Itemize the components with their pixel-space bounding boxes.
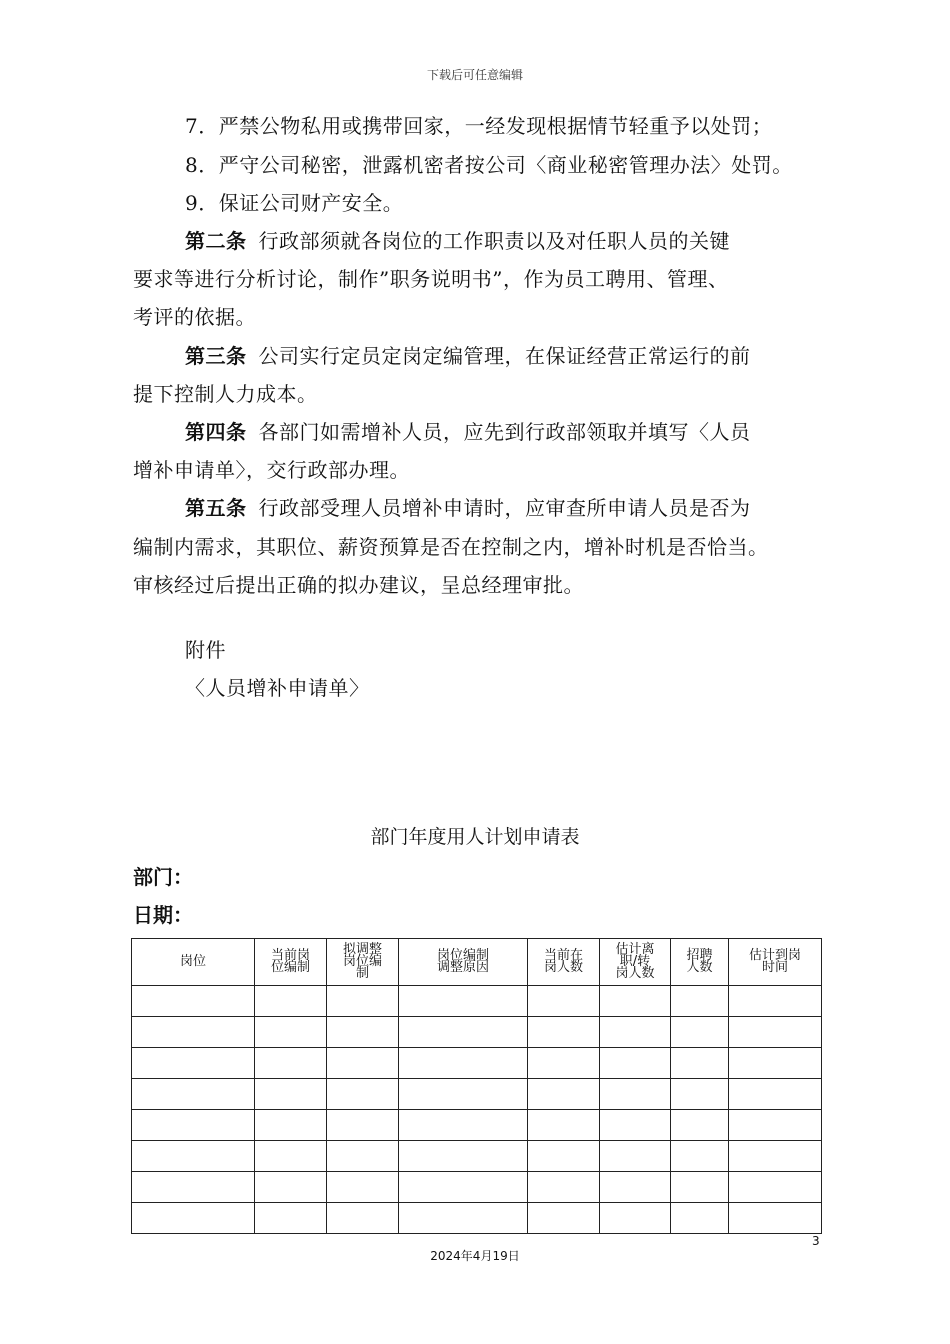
column-header: 招聘 人数 <box>671 939 729 986</box>
article-text: 行政部受理人员增补申请时，应审查所申请人员是否为 <box>258 496 751 520</box>
article-5-title: 第五条 <box>185 496 247 520</box>
table-cell[interactable] <box>327 1017 399 1048</box>
article-2-line: 要求等进行分析讨论，制作”职务说明书”，作为员工聘用、管理、 <box>133 267 729 291</box>
attachment-name: 〈人员增补申请单〉 <box>185 676 370 700</box>
list-item: 9．保证公司财产安全。 <box>185 191 404 215</box>
column-header: 当前在 岗人数 <box>528 939 600 986</box>
table-cell[interactable] <box>132 986 255 1017</box>
table-row <box>132 1017 822 1048</box>
table-row <box>132 1110 822 1141</box>
article-2-line <box>185 229 730 253</box>
table-cell[interactable] <box>671 1017 729 1048</box>
table-cell[interactable] <box>600 1048 671 1079</box>
table-cell[interactable] <box>528 1141 600 1172</box>
table-cell[interactable] <box>528 986 600 1017</box>
table-cell[interactable] <box>528 1203 600 1234</box>
table-cell[interactable] <box>255 1203 327 1234</box>
article-3-title: 第三条 <box>185 344 247 368</box>
table-row <box>132 1203 822 1234</box>
table-cell[interactable] <box>528 1110 600 1141</box>
table-cell[interactable] <box>729 1203 822 1234</box>
article-3-line <box>185 344 751 368</box>
table-cell[interactable] <box>600 1079 671 1110</box>
table-cell[interactable] <box>255 1110 327 1141</box>
table-cell[interactable] <box>729 986 822 1017</box>
list-item: 8．严守公司秘密，泄露机密者按公司〈商业秘密管理办法〉处罚。 <box>185 153 793 177</box>
article-4-line <box>185 420 751 444</box>
table-cell[interactable] <box>671 1203 729 1234</box>
column-header: 估计到岗 时间 <box>729 939 822 986</box>
table-cell[interactable] <box>327 986 399 1017</box>
table-cell[interactable] <box>255 1079 327 1110</box>
form-title: 部门年度用人计划申请表 <box>370 826 580 848</box>
table-cell[interactable] <box>600 986 671 1017</box>
table-cell[interactable] <box>600 1203 671 1234</box>
table-cell[interactable] <box>327 1110 399 1141</box>
table-row <box>132 1172 822 1203</box>
column-header: 拟调整 岗位编 制 <box>327 939 399 986</box>
table-cell[interactable] <box>327 1079 399 1110</box>
table-cell[interactable] <box>729 1110 822 1141</box>
date-label: 日期： <box>133 903 193 927</box>
table-cell[interactable] <box>528 1048 600 1079</box>
header-note: 下载后可任意编辑 <box>426 68 523 82</box>
table-cell[interactable] <box>671 1141 729 1172</box>
table-cell[interactable] <box>132 1141 255 1172</box>
article-text: 行政部须就各岗位的工作职责以及对任职人员的关键 <box>258 229 730 253</box>
table-cell[interactable] <box>255 1048 327 1079</box>
table-cell[interactable] <box>327 1141 399 1172</box>
article-2-line: 考评的依据。 <box>133 305 256 329</box>
table-cell[interactable] <box>528 1172 600 1203</box>
page-number: 3 <box>812 1234 820 1248</box>
table-cell[interactable] <box>729 1048 822 1079</box>
article-5-line: 编制内需求，其职位、薪资预算是否在控制之内，增补时机是否恰当。 <box>133 535 769 559</box>
table-cell[interactable] <box>399 1203 528 1234</box>
table-cell[interactable] <box>600 1017 671 1048</box>
table-cell[interactable] <box>327 1048 399 1079</box>
table-row <box>132 986 822 1017</box>
table-cell[interactable] <box>327 1203 399 1234</box>
table-cell[interactable] <box>671 1172 729 1203</box>
table-row <box>132 1048 822 1079</box>
footer-date: 2024年4月19日 <box>430 1249 520 1263</box>
table-cell[interactable] <box>600 1172 671 1203</box>
table-cell[interactable] <box>399 1110 528 1141</box>
table-cell[interactable] <box>132 1017 255 1048</box>
table-cell[interactable] <box>132 1172 255 1203</box>
table-cell[interactable] <box>671 1110 729 1141</box>
table-cell[interactable] <box>528 1079 600 1110</box>
column-header: 岗位 <box>132 939 255 986</box>
table-cell[interactable] <box>671 986 729 1017</box>
table-cell[interactable] <box>399 1141 528 1172</box>
article-3-line: 提下控制人力成本。 <box>133 382 318 406</box>
department-label: 部门： <box>133 865 193 889</box>
column-header: 当前岗 位编制 <box>255 939 327 986</box>
table-cell[interactable] <box>729 1079 822 1110</box>
article-5-line <box>185 496 751 520</box>
table-cell[interactable] <box>327 1172 399 1203</box>
table-cell[interactable] <box>729 1141 822 1172</box>
list-item: 7．严禁公物私用或携带回家，一经发现根据情节轻重予以处罚； <box>185 114 773 138</box>
table-cell[interactable] <box>255 1141 327 1172</box>
table-cell[interactable] <box>399 1017 528 1048</box>
table-cell[interactable] <box>255 1172 327 1203</box>
table-header-row <box>132 939 822 986</box>
article-4-title: 第四条 <box>185 420 247 444</box>
table-cell[interactable] <box>132 1079 255 1110</box>
column-header: 估计离 职/转 岗人数 <box>600 939 671 986</box>
table-row <box>132 1141 822 1172</box>
table-cell[interactable] <box>132 1110 255 1141</box>
article-4-line: 增补申请单〉，交行政部办理。 <box>133 458 410 482</box>
table-cell[interactable] <box>600 1110 671 1141</box>
table-row <box>132 1079 822 1110</box>
table-cell[interactable] <box>729 1017 822 1048</box>
attachment-label: 附件 <box>185 638 226 662</box>
article-text: 各部门如需增补人员，应先到行政部领取并填写〈人员 <box>258 420 751 444</box>
table-cell[interactable] <box>255 1017 327 1048</box>
table-cell[interactable] <box>132 1048 255 1079</box>
table-cell[interactable] <box>399 1048 528 1079</box>
table-cell[interactable] <box>729 1172 822 1203</box>
table-cell[interactable] <box>399 986 528 1017</box>
table-cell[interactable] <box>399 1079 528 1110</box>
article-5-line: 审核经过后提出正确的拟办建议，呈总经理审批。 <box>133 573 584 597</box>
table-cell[interactable] <box>528 1017 600 1048</box>
table-cell[interactable] <box>600 1141 671 1172</box>
article-2-title: 第二条 <box>185 229 247 253</box>
article-text: 公司实行定员定岗定编管理，在保证经营正常运行的前 <box>258 344 751 368</box>
table-cell[interactable] <box>671 1079 729 1110</box>
table-cell[interactable] <box>399 1172 528 1203</box>
plan-table <box>131 938 822 1234</box>
table-cell[interactable] <box>132 1203 255 1234</box>
table-cell[interactable] <box>255 986 327 1017</box>
table-cell[interactable] <box>671 1048 729 1079</box>
column-header: 岗位编制 调整原因 <box>399 939 528 986</box>
